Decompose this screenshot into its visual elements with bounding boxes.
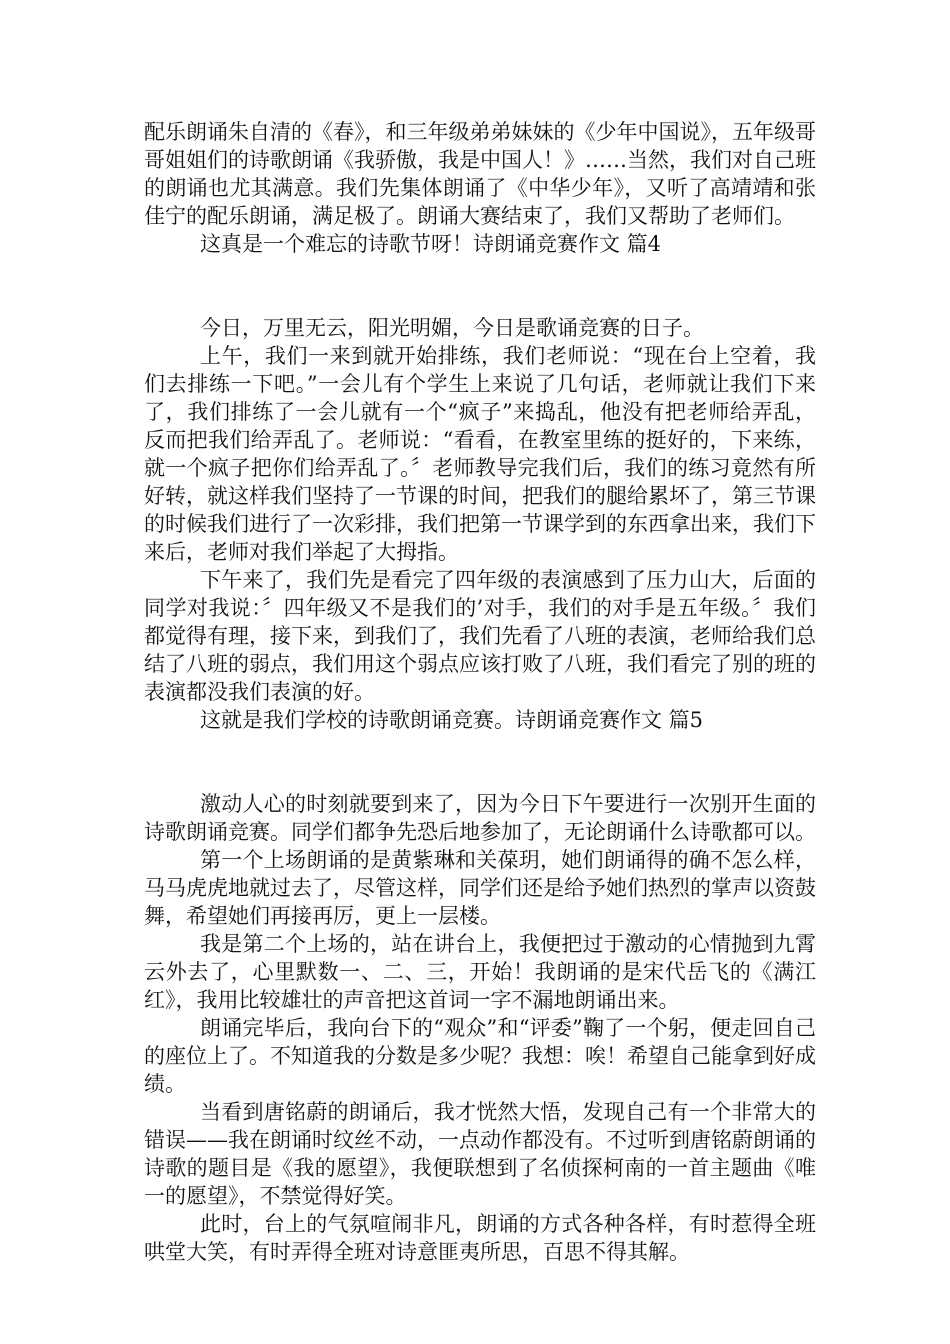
section-closing-heading-5: 这就是我们学校的诗歌朗诵竞赛。诗朗诵竞赛作文 篇5 xyxy=(200,708,704,732)
paragraph: 我是第二个上场的，站在讲台上，我便把过于激动的心情抛到九霄云外去了，心里默数一、二、三，开始！我朗诵的是宋代岳飞的《满江红》，我用比较雄壮的声音把这首词一字不漏地朗诵出来。 xyxy=(144,932,816,1012)
paragraph-continued: 配乐朗诵朱自清的《春》，和三年级弟弟妹妹的《少年中国说》，五年级哥哥姐姐们的诗歌朗诵《我骄傲，我是中国人！》……当然，我们对自己班的朗诵也尤其满意。我们先集体朗诵了《中华少年》，又听了高靖靖和张佳宁的配乐朗诵，满足极了。朗诵大赛结束了，我们又帮助了老师们。 xyxy=(144,120,816,228)
paragraph: 第一个上场朗诵的是黄紫琳和关葆玥，她们朗诵得的确不怎么样，马马虎虎地就过去了，尽管这样，同学们还是给予她们热烈的掌声以资鼓舞，希望她们再接再厉，更上一层楼。 xyxy=(144,848,816,928)
paragraph: 下午来了，我们先是看完了四年级的表演感到了压力山大，后面的同学对我说：〞四年级又不是我们的’对手，我们的对手是五年级。〞我们都觉得有理，接下来，到我们了，我们先看了八班的表演，老师给我们总结了八班的弱点，我们用这个弱点应该打败了八班，我们看完了别的班的表演都没我们表演的好。 xyxy=(144,568,816,704)
paragraph: 此时，台上的气氛喧闹非凡，朗诵的方式各种各样，有时惹得全班哄堂大笑，有时弄得全班对诗意匪夷所思，百思不得其解。 xyxy=(144,1212,816,1264)
paragraph: 今日，万里无云，阳光明媚，今日是歌诵竞赛的日子。 xyxy=(200,316,704,340)
blank-gap xyxy=(144,734,816,790)
blank-gap xyxy=(144,258,816,314)
paragraph: 当看到唐铭蔚的朗诵后，我才恍然大悟，发现自己有一个非常大的错误——我在朗诵时纹丝不动，一点动作都没有。不过听到唐铭蔚朗诵的诗歌的题目是《我的愿望》，我便联想到了名侦探柯南的一首主题曲《唯一的愿望》，不禁觉得好笑。 xyxy=(144,1100,816,1208)
paragraph: 朗诵完毕后，我向台下的“观众”和“评委”鞠了一个躬，便走回自己的座位上了。不知道我的分数是多少呢？我想：唉！希望自己能拿到好成绩。 xyxy=(144,1016,816,1096)
document-page xyxy=(144,118,816,1266)
paragraph: 激动人心的时刻就要到来了，因为今日下午要进行一次别开生面的诗歌朗诵竞赛。同学们都争先恐后地参加了，无论朗诵什么诗歌都可以。 xyxy=(144,792,816,844)
paragraph: 上午，我们一来到就开始排练，我们老师说：“现在台上空着，我们去排练一下吧。”一会儿有个学生上来说了几句话，老师就让我们下来了，我们排练了一会儿就有一个“疯子”来捣乱，他没有把老师给弄乱，反而把我们给弄乱了。老师说：“看看，在教室里练的挺好的，下来练，就一个疯子把你们给弄乱了。〞老师教导完我们后，我们的练习竟然有所好转，就这样我们坚持了一节课的时间，把我们的腿给累坏了，第三节课的时候我们进行了一次彩排，我们把第一节课学到的东西拿出来，我们下来后，老师对我们举起了大拇指。 xyxy=(144,344,816,564)
section-closing-heading-4: 这真是一个难忘的诗歌节呀！诗朗诵竞赛作文 篇4 xyxy=(200,232,662,256)
